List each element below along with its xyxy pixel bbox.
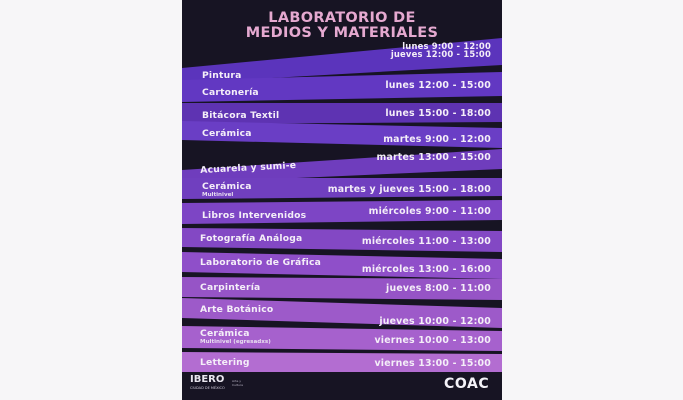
class-schedule-fotografia-analoga: miércoles 11:00 - 13:00: [361, 236, 491, 247]
class-schedule-libros-intervenidos: miércoles 9:00 - 11:00: [368, 206, 491, 217]
poster: [182, 0, 502, 400]
ibero-logo-subtitle: CIUDAD DE MÉXICO: [190, 386, 225, 390]
class-schedule-ceramica-multinivel: martes y jueves 15:00 - 18:00: [327, 184, 491, 195]
class-schedule-acuarela: martes 13:00 - 15:00: [376, 152, 491, 163]
class-schedule-carpinteria: jueves 8:00 - 11:00: [386, 283, 491, 294]
class-schedule-ceramica: martes 9:00 - 12:00: [383, 134, 491, 145]
class-label-acuarela: Acuarela y sumi-e: [200, 159, 297, 176]
class-label-laboratorio-grafica: Laboratorio de Gráfica: [200, 257, 322, 268]
class-schedule-pintura-1: lunes 9:00 - 12:00: [402, 41, 491, 51]
class-sublabel-multinivel-egresadxs: Multinivel (egresadxs): [200, 339, 271, 345]
class-label-ceramica-egresadxs: Cerámica: [200, 328, 250, 339]
class-label-pintura: Pintura: [202, 70, 242, 81]
class-schedule-bitacora-textil: lunes 15:00 - 18:00: [385, 108, 491, 119]
class-schedule-pintura-2: jueves 12:00 - 15:00: [390, 49, 491, 59]
class-schedule-lettering: viernes 13:00 - 15:00: [374, 358, 491, 369]
class-schedule-laboratorio-grafica: miércoles 13:00 - 16:00: [361, 264, 491, 275]
class-label-ceramica-multinivel: Cerámica: [202, 181, 252, 192]
class-schedule-cartoneria: lunes 12:00 - 15:00: [385, 80, 491, 91]
arte-cultura-text: Arte y Cultura: [232, 379, 243, 387]
class-schedule-ceramica-egresadxs: viernes 10:00 - 13:00: [374, 335, 491, 346]
class-label-arte-botanico: Arte Botánico: [200, 304, 274, 315]
poster-title-line-2: MEDIOS Y MATERIALES: [245, 25, 439, 41]
class-label-fotografia-analoga: Fotografía Análoga: [200, 233, 303, 244]
ibero-logo: IBERO: [190, 374, 225, 385]
poster-title-line-1: LABORATORIO DE: [268, 10, 416, 26]
class-label-ceramica: Cerámica: [202, 128, 252, 139]
class-label-carpinteria: Carpintería: [200, 282, 261, 293]
class-label-libros-intervenidos: Libros Intervenidos: [202, 210, 307, 221]
class-label-bitacora-textil: Bitácora Textil: [202, 110, 280, 121]
class-label-lettering: Lettering: [200, 357, 250, 368]
class-label-cartoneria: Cartonería: [202, 87, 259, 98]
class-schedule-arte-botanico: jueves 10:00 - 12:00: [379, 316, 491, 327]
class-sublabel-multinivel: Multinivel: [202, 192, 234, 198]
coac-logo: COAC: [444, 376, 490, 392]
